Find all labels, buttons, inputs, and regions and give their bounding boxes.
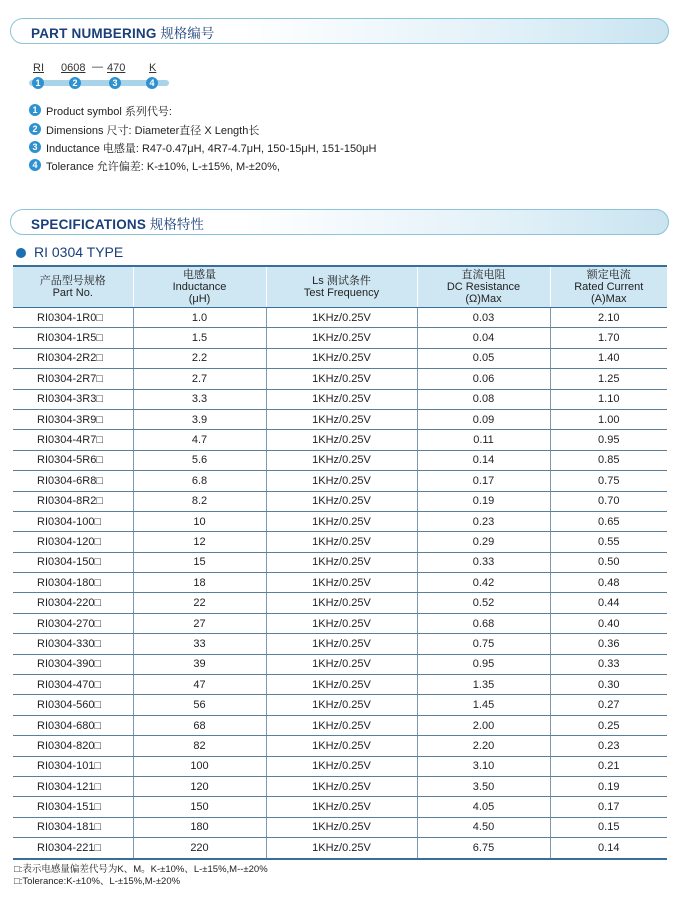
cell-rated-current: 1.25 (550, 369, 667, 389)
cell-inductance: 6.8 (133, 471, 266, 491)
specifications-title-cn: 规格特性 (149, 217, 204, 232)
cell-inductance: 68 (133, 715, 266, 735)
pn-marker-1: 1 (32, 77, 44, 89)
cell-part-no: RI0304-560□ (13, 695, 133, 715)
cell-part-no: RI0304-2R2□ (13, 348, 133, 368)
cell-rated-current: 0.50 (550, 552, 667, 572)
cell-dc-resistance: 0.17 (417, 471, 550, 491)
cell-rated-current: 1.10 (550, 389, 667, 409)
desc-product-symbol: Product symbol 系列代号: (46, 106, 172, 118)
cell-inductance: 220 (133, 838, 266, 859)
spec-table-body (13, 308, 667, 859)
cell-test-frequency: 1KHz/0.25V (266, 308, 417, 328)
table-row (13, 348, 667, 368)
cell-test-frequency: 1KHz/0.25V (266, 511, 417, 531)
cell-dc-resistance: 0.05 (417, 348, 550, 368)
cell-part-no: RI0304-221□ (13, 838, 133, 859)
cell-dc-resistance: 0.09 (417, 409, 550, 429)
cell-rated-current: 0.14 (550, 838, 667, 859)
cell-dc-resistance: 0.33 (417, 552, 550, 572)
table-row (13, 389, 667, 409)
cell-dc-resistance: 0.95 (417, 654, 550, 674)
table-row (13, 450, 667, 470)
header-en: Test Frequency (303, 287, 380, 299)
table-header-row (13, 266, 667, 308)
header-en: Part No. (52, 287, 93, 299)
type-title: RI 0304 TYPE (34, 244, 124, 260)
table-row (13, 369, 667, 389)
table-row (13, 491, 667, 511)
cell-test-frequency: 1KHz/0.25V (266, 613, 417, 633)
table-row (13, 552, 667, 572)
specifications-header (10, 209, 669, 235)
cell-dc-resistance: 0.23 (417, 511, 550, 531)
cell-part-no: RI0304-151□ (13, 797, 133, 817)
cell-test-frequency: 1KHz/0.25V (266, 634, 417, 654)
cell-rated-current: 0.27 (550, 695, 667, 715)
header-cn: 额定电流 (586, 269, 631, 281)
header-part-no (13, 266, 133, 308)
desc-marker-2: 2 (29, 123, 41, 135)
cell-rated-current: 0.95 (550, 430, 667, 450)
table-row (13, 634, 667, 654)
cell-test-frequency: 1KHz/0.25V (266, 817, 417, 837)
cell-dc-resistance: 0.03 (417, 308, 550, 328)
cell-inductance: 18 (133, 573, 266, 593)
cell-dc-resistance: 0.08 (417, 389, 550, 409)
cell-inductance: 47 (133, 675, 266, 695)
cell-part-no: RI0304-680□ (13, 715, 133, 735)
cell-rated-current: 0.33 (550, 654, 667, 674)
part-numbering-title-cn: 规格编号 (160, 26, 215, 41)
cell-dc-resistance: 0.19 (417, 491, 550, 511)
table-row (13, 715, 667, 735)
cell-dc-resistance: 0.52 (417, 593, 550, 613)
header-dc-resistance (417, 266, 550, 308)
pn-marker-4: 4 (146, 77, 158, 89)
note-en: □:Tolerance:K-±10%、L-±15%,M-±20% (14, 876, 181, 887)
cell-rated-current: 0.44 (550, 593, 667, 613)
cell-test-frequency: 1KHz/0.25V (266, 532, 417, 552)
desc-dimensions: Dimensions 尺寸: Diameter直径 X Length长 (46, 125, 260, 137)
header-en: DC Resistance (446, 281, 521, 293)
cell-test-frequency: 1KHz/0.25V (266, 471, 417, 491)
cell-inductance: 27 (133, 613, 266, 633)
cell-test-frequency: 1KHz/0.25V (266, 715, 417, 735)
table-row (13, 736, 667, 756)
cell-rated-current: 0.19 (550, 776, 667, 796)
cell-rated-current: 1.70 (550, 328, 667, 348)
cell-part-no: RI0304-121□ (13, 776, 133, 796)
cell-test-frequency: 1KHz/0.25V (266, 389, 417, 409)
cell-dc-resistance: 0.06 (417, 369, 550, 389)
cell-part-no: RI0304-5R6□ (13, 450, 133, 470)
header-cn: 电感量 (183, 269, 216, 281)
cell-inductance: 2.7 (133, 369, 266, 389)
cell-inductance: 1.5 (133, 328, 266, 348)
cell-part-no: RI0304-2R7□ (13, 369, 133, 389)
table-row (13, 776, 667, 796)
cell-inductance: 56 (133, 695, 266, 715)
cell-rated-current: 0.40 (550, 613, 667, 633)
cell-inductance: 3.9 (133, 409, 266, 429)
cell-rated-current: 0.55 (550, 532, 667, 552)
cell-part-no: RI0304-390□ (13, 654, 133, 674)
note-cn: □:表示电感量偏差代号为K、M。K-±10%、L-±15%,M--±20% (14, 864, 268, 875)
table-row (13, 409, 667, 429)
spec-table (13, 265, 667, 860)
pn-code-inductance: 470 (107, 62, 126, 74)
header-inductance (133, 266, 266, 308)
table-row (13, 797, 667, 817)
cell-inductance: 82 (133, 736, 266, 756)
cell-rated-current: 0.30 (550, 675, 667, 695)
cell-dc-resistance: 0.29 (417, 532, 550, 552)
cell-rated-current: 0.25 (550, 715, 667, 735)
desc-marker-3: 3 (29, 141, 41, 153)
cell-rated-current: 1.40 (550, 348, 667, 368)
cell-dc-resistance: 6.75 (417, 838, 550, 859)
cell-part-no: RI0304-270□ (13, 613, 133, 633)
cell-rated-current: 0.65 (550, 511, 667, 531)
cell-dc-resistance: 1.45 (417, 695, 550, 715)
notes (14, 864, 268, 888)
specifications-title (31, 213, 204, 233)
header-cn: Ls 测试条件 (312, 275, 371, 287)
table-row (13, 817, 667, 837)
part-numbering-title (31, 22, 214, 42)
cell-rated-current: 0.17 (550, 797, 667, 817)
cell-inductance: 4.7 (133, 430, 266, 450)
header-cn: 产品型号规格 (39, 275, 106, 287)
table-row (13, 613, 667, 633)
specifications-title-en: SPECIFICATIONS (31, 217, 147, 232)
desc-marker-1: 1 (29, 104, 41, 116)
cell-dc-resistance: 1.35 (417, 675, 550, 695)
cell-inductance: 8.2 (133, 491, 266, 511)
cell-inductance: 39 (133, 654, 266, 674)
cell-dc-resistance: 3.10 (417, 756, 550, 776)
cell-part-no: RI0304-100□ (13, 511, 133, 531)
table-row (13, 573, 667, 593)
cell-dc-resistance: 0.11 (417, 430, 550, 450)
cell-test-frequency: 1KHz/0.25V (266, 695, 417, 715)
cell-test-frequency: 1KHz/0.25V (266, 369, 417, 389)
table-row (13, 532, 667, 552)
table-row (13, 593, 667, 613)
cell-inductance: 33 (133, 634, 266, 654)
header-unit: (A)Max (591, 293, 627, 305)
header-unit: (μH) (188, 293, 211, 305)
header-test-frequency (266, 266, 417, 308)
cell-part-no: RI0304-220□ (13, 593, 133, 613)
cell-test-frequency: 1KHz/0.25V (266, 838, 417, 859)
cell-dc-resistance: 3.50 (417, 776, 550, 796)
cell-part-no: RI0304-820□ (13, 736, 133, 756)
cell-test-frequency: 1KHz/0.25V (266, 552, 417, 572)
cell-rated-current: 0.21 (550, 756, 667, 776)
cell-dc-resistance: 2.20 (417, 736, 550, 756)
cell-part-no: RI0304-1R5□ (13, 328, 133, 348)
table-row (13, 471, 667, 491)
cell-inductance: 150 (133, 797, 266, 817)
pn-code-dimensions: 0608 (61, 62, 86, 74)
table-row (13, 756, 667, 776)
cell-rated-current: 0.15 (550, 817, 667, 837)
cell-dc-resistance: 0.42 (417, 573, 550, 593)
cell-inductance: 120 (133, 776, 266, 796)
cell-test-frequency: 1KHz/0.25V (266, 491, 417, 511)
cell-inductance: 5.6 (133, 450, 266, 470)
cell-test-frequency: 1KHz/0.25V (266, 675, 417, 695)
table-row (13, 430, 667, 450)
cell-inductance: 180 (133, 817, 266, 837)
cell-dc-resistance: 0.04 (417, 328, 550, 348)
cell-dc-resistance: 0.68 (417, 613, 550, 633)
pn-marker-2: 2 (69, 77, 81, 89)
desc-tolerance: Tolerance 允许偏差: K-±10%, L-±15%, M-±20%, (46, 161, 280, 173)
cell-test-frequency: 1KHz/0.25V (266, 348, 417, 368)
cell-inductance: 3.3 (133, 389, 266, 409)
cell-inductance: 10 (133, 511, 266, 531)
cell-test-frequency: 1KHz/0.25V (266, 654, 417, 674)
cell-part-no: RI0304-3R3□ (13, 389, 133, 409)
desc-inductance: Inductance 电感量: R47-0.47μH, 4R7-4.7μH, 150-15μH, 151-150μH (46, 143, 377, 155)
cell-dc-resistance: 2.00 (417, 715, 550, 735)
cell-part-no: RI0304-1R0□ (13, 308, 133, 328)
type-bullet-icon (16, 248, 26, 258)
cell-rated-current: 0.75 (550, 471, 667, 491)
pn-dash: — (92, 61, 103, 73)
cell-test-frequency: 1KHz/0.25V (266, 756, 417, 776)
header-rated-current (550, 266, 667, 308)
header-unit: (Ω)Max (465, 293, 502, 305)
cell-test-frequency: 1KHz/0.25V (266, 573, 417, 593)
cell-rated-current: 0.36 (550, 634, 667, 654)
cell-rated-current: 0.48 (550, 573, 667, 593)
cell-dc-resistance: 4.50 (417, 817, 550, 837)
header-en: Inductance (172, 281, 227, 293)
pn-code-tolerance: K (149, 62, 157, 74)
part-numbering-header (10, 18, 669, 44)
cell-inductance: 22 (133, 593, 266, 613)
cell-test-frequency: 1KHz/0.25V (266, 430, 417, 450)
table-row (13, 695, 667, 715)
desc-marker-4: 4 (29, 159, 41, 171)
cell-inductance: 1.0 (133, 308, 266, 328)
table-row (13, 328, 667, 348)
cell-part-no: RI0304-330□ (13, 634, 133, 654)
cell-part-no: RI0304-180□ (13, 573, 133, 593)
table-row (13, 675, 667, 695)
cell-part-no: RI0304-150□ (13, 552, 133, 572)
cell-rated-current: 1.00 (550, 409, 667, 429)
cell-part-no: RI0304-101□ (13, 756, 133, 776)
cell-test-frequency: 1KHz/0.25V (266, 409, 417, 429)
table-row (13, 308, 667, 328)
cell-test-frequency: 1KHz/0.25V (266, 328, 417, 348)
cell-test-frequency: 1KHz/0.25V (266, 450, 417, 470)
cell-part-no: RI0304-181□ (13, 817, 133, 837)
cell-part-no: RI0304-470□ (13, 675, 133, 695)
cell-test-frequency: 1KHz/0.25V (266, 736, 417, 756)
pn-marker-3: 3 (109, 77, 121, 89)
table-row (13, 511, 667, 531)
table-row (13, 654, 667, 674)
cell-rated-current: 2.10 (550, 308, 667, 328)
pn-code-series: RI (33, 62, 44, 74)
header-cn: 直流电阻 (461, 269, 506, 281)
cell-dc-resistance: 0.14 (417, 450, 550, 470)
header-en: Rated Current (574, 281, 644, 293)
cell-inductance: 15 (133, 552, 266, 572)
cell-inductance: 12 (133, 532, 266, 552)
cell-part-no: RI0304-120□ (13, 532, 133, 552)
cell-part-no: RI0304-6R8□ (13, 471, 133, 491)
cell-dc-resistance: 0.75 (417, 634, 550, 654)
cell-test-frequency: 1KHz/0.25V (266, 593, 417, 613)
cell-dc-resistance: 4.05 (417, 797, 550, 817)
cell-inductance: 100 (133, 756, 266, 776)
cell-rated-current: 0.23 (550, 736, 667, 756)
table-row (13, 838, 667, 859)
cell-part-no: RI0304-4R7□ (13, 430, 133, 450)
cell-inductance: 2.2 (133, 348, 266, 368)
cell-part-no: RI0304-3R9□ (13, 409, 133, 429)
cell-rated-current: 0.85 (550, 450, 667, 470)
part-numbering-title-en: PART NUMBERING (31, 26, 157, 41)
cell-test-frequency: 1KHz/0.25V (266, 797, 417, 817)
cell-test-frequency: 1KHz/0.25V (266, 776, 417, 796)
cell-part-no: RI0304-8R2□ (13, 491, 133, 511)
cell-rated-current: 0.70 (550, 491, 667, 511)
